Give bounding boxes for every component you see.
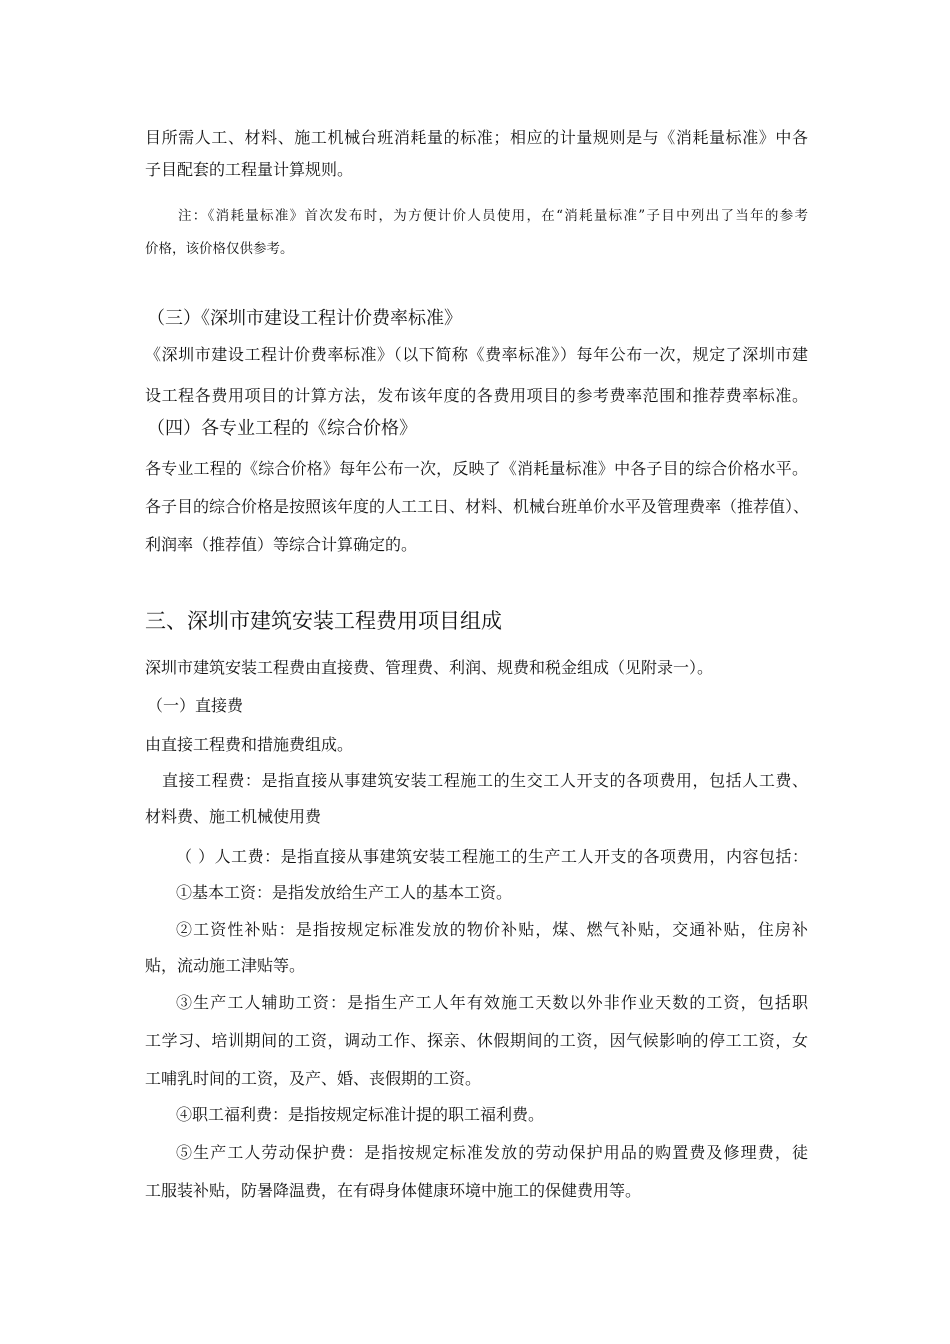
paragraph-line: 由直接工程费和措施费组成。 [145,735,354,754]
paragraph-line: 《深圳市建设工程计价费率标准》（以下简称《费率标准》）每年公布一次，规定了深圳市建 [145,345,808,364]
list-item: ①基本工资：是指发放给生产工人的基本工资。 [176,883,513,902]
list-item: ④职工福利费：是指按规定标准计提的职工福利费。 [176,1105,545,1124]
paragraph-line: 工哺乳时间的工资，及产、婚、丧假期的工资。 [145,1069,482,1088]
paragraph-line: 材料费、施工机械使用费 [145,807,322,826]
paragraph-line: 设工程各费用项目的计算方法，发布该年度的各费用项目的参考费率范围和推荐费率标准。 [145,386,808,405]
list-item: ⑤生产工人劳动保护费：是指按规定标准发放的劳动保护用品的购置费及修理费，徒 [176,1143,808,1162]
paragraph-line: （ ）人工费：是指直接从事建筑安装工程施工的生产工人开支的各项费用，内容包括： [176,847,808,866]
subsection-heading: （一）直接费 [147,696,244,715]
paragraph-line: 各专业工程的《综合价格》每年公布一次，反映了《消耗量标准》中各子目的综合价格水平。 [145,459,808,478]
paragraph-line: 工学习、培训期间的工资，调动工作、探亲、休假期间的工资，因气候影响的停工工资，女 [145,1031,808,1050]
note-line: 价格，该价格仅供参考。 [145,241,294,257]
list-item: ②工资性补贴：是指按规定标准发放的物价补贴，煤、燃气补贴，交通补贴，住房补 [176,920,808,939]
paragraph-line: 各子目的综合价格是按照该年度的人工工日、材料、机械台班单价水平及管理费率（推荐值）、 [145,497,810,516]
section-heading: （四）各专业工程的《综合价格》 [147,418,417,439]
paragraph-line: 目所需人工、材料、施工机械台班消耗量的标准；相应的计量规则是与《消耗量标准》中各 [145,128,808,147]
paragraph-line: 直接工程费：是指直接从事建筑安装工程施工的生交工人开支的各项费用，包括人工费、 [162,771,808,790]
paragraph-line: 子目配套的工程量计算规则。 [145,160,354,179]
list-item: ③生产工人辅助工资：是指生产工人年有效施工天数以外非作业天数的工资，包括职 [176,993,808,1012]
note-line: 注：《消耗量标准》首次发布时，为方便计价人员使用，在“消耗量标准”子目中列出了当年的参考 [178,208,808,224]
paragraph-line: 贴，流动施工津贴等。 [145,956,306,975]
chapter-heading: 三、深圳市建筑安装工程费用项目组成 [145,609,502,633]
section-heading: （三）《深圳市建设工程计价费率标准》 [147,308,462,329]
paragraph-line: 深圳市建筑安装工程费由直接费、管理费、利润、规费和税金组成（见附录一）。 [145,658,714,677]
paragraph-line: 利润率（推荐值）等综合计算确定的。 [145,535,418,554]
paragraph-line: 工服装补贴，防暑降温费，在有碍身体健康环境中施工的保健费用等。 [145,1181,642,1200]
